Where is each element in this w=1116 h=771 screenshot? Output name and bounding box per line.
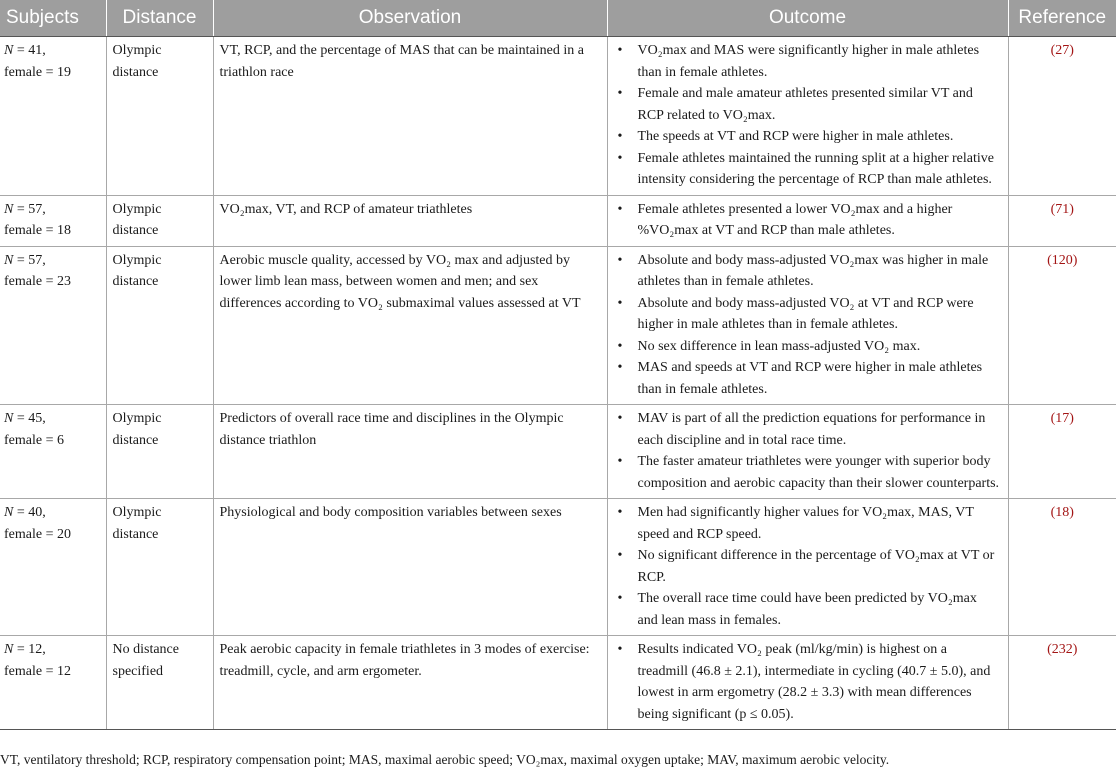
- observation-cell: VT, RCP, and the percentage of MAS that can be maintained in a triathlon race: [213, 37, 607, 196]
- reference-cell: [1008, 636, 1116, 730]
- table-row: [0, 499, 1116, 636]
- outcome-item: • No significant difference in the percentage of VO₂max at VT or RCP.: [616, 545, 1000, 588]
- distance-cell: No distance specified: [106, 636, 213, 730]
- distance-cell: Olympic distance: [106, 499, 213, 636]
- observation-cell: Peak aerobic capacity in female triathletes in 3 modes of exercise: treadmill, cycle, and arm ergometer.: [213, 636, 607, 730]
- reference-cell: [1008, 246, 1116, 405]
- outcome-item: • Female and male amateur athletes presented similar VT and RCP related to VO₂max.: [616, 83, 1000, 126]
- outcome-item: • Female athletes maintained the running split at a higher relative intensity considering the percentage of RCP than male athletes.: [616, 148, 1000, 191]
- reference-cell: [1008, 499, 1116, 636]
- outcome-item: • The faster amateur triathletes were younger with superior body composition and aerobic capacity than their slower counterparts.: [616, 451, 1000, 494]
- outcome-cell: [607, 37, 1008, 196]
- outcome-item: • MAV is part of all the prediction equations for performance in each discipline and in total race time.: [616, 408, 1000, 451]
- subjects-cell: N = 41, female = 19: [0, 37, 106, 196]
- reference-cell: [1008, 195, 1116, 246]
- subjects-cell: N = 45, female = 6: [0, 405, 106, 499]
- table-row: [0, 246, 1116, 405]
- header-reference: Reference: [1008, 0, 1116, 37]
- reference-link[interactable]: (27): [1050, 43, 1074, 58]
- observation-cell: VO₂max, VT, and RCP of amateur triathletes: [213, 195, 607, 246]
- reference-link[interactable]: (120): [1047, 252, 1078, 268]
- reference-link[interactable]: (71): [1050, 201, 1074, 217]
- header-subjects: Subjects: [0, 0, 106, 37]
- reference-cell: [1008, 405, 1116, 499]
- outcome-cell: [607, 636, 1008, 730]
- observation-cell: Aerobic muscle quality, accessed by VO₂ max and adjusted by lower limb lean mass, between women and men; and sex differences according to VO₂ submaximal values assessed at VT: [213, 246, 607, 405]
- header-outcome: Outcome: [607, 0, 1008, 37]
- table-row: [0, 405, 1116, 499]
- outcome-item: • The speeds at VT and RCP were higher in male athletes.: [616, 126, 1000, 148]
- outcome-item: • MAS and speeds at VT and RCP were higher in male athletes than in female athletes.: [616, 357, 1000, 400]
- distance-cell: Olympic distance: [106, 405, 213, 499]
- header-distance: Distance: [106, 0, 213, 37]
- outcome-item: • Men had significantly higher values for VO₂max, MAS, VT speed and RCP speed.: [616, 502, 1000, 545]
- outcome-cell: [607, 195, 1008, 246]
- reference-link[interactable]: (17): [1050, 411, 1074, 426]
- observation-cell: Physiological and body composition variables between sexes: [213, 499, 607, 636]
- outcome-item: • VO₂max and MAS were significantly higher in male athletes than in female athletes.: [616, 40, 1000, 83]
- distance-cell: Olympic distance: [106, 195, 213, 246]
- subjects-cell: N = 57, female = 18: [0, 195, 106, 246]
- outcome-cell: [607, 246, 1008, 405]
- reference-link[interactable]: (18): [1050, 505, 1074, 520]
- outcome-item: • Female athletes presented a lower VO₂max and a higher %VO₂max at VT and RCP than male athletes.: [616, 199, 1000, 242]
- distance-cell: Olympic distance: [106, 246, 213, 405]
- outcome-cell: [607, 499, 1008, 636]
- reference-link[interactable]: (232): [1047, 642, 1078, 657]
- header-row: [0, 0, 1116, 37]
- table-row: [0, 636, 1116, 730]
- outcome-item: • Absolute and body mass-adjusted VO₂max was higher in male athletes than in female athletes.: [616, 250, 1000, 293]
- table-footnote: VT, ventilatory threshold; RCP, respiratory compensation point; MAS, maximal aerobic speed; VO₂max, maximal oxygen uptake; MAV, maximum aerobic velocity.: [0, 752, 890, 767]
- outcome-cell: [607, 405, 1008, 499]
- subjects-cell: N = 57, female = 23: [0, 246, 106, 405]
- subjects-cell: N = 12, female = 12: [0, 636, 106, 730]
- observation-cell: Predictors of overall race time and disciplines in the Olympic distance triathlon: [213, 405, 607, 499]
- outcome-item: • The overall race time could have been predicted by VO₂max and lean mass in females.: [616, 588, 1000, 631]
- outcome-item: • Results indicated VO₂ peak (ml/kg/min) is highest on a treadmill (46.8 ± 2.1), intermediate in cycling (40.7 ± 5.0), and lowest in arm ergometry (28.2 ± 3.3) with mean differences being significant (p ≤ 0.05).: [616, 639, 1000, 725]
- outcome-item: • Absolute and body mass-adjusted VO₂ at VT and RCP were higher in male athletes than in female athletes.: [616, 293, 1000, 336]
- distance-cell: Olympic distance: [106, 37, 213, 196]
- header-observation: Observation: [213, 0, 607, 37]
- table-row: [0, 195, 1116, 246]
- outcome-item: • No sex difference in lean mass-adjusted VO₂ max.: [616, 336, 1000, 358]
- table-row: [0, 37, 1116, 196]
- reference-cell: [1008, 37, 1116, 196]
- subjects-cell: N = 40, female = 20: [0, 499, 106, 636]
